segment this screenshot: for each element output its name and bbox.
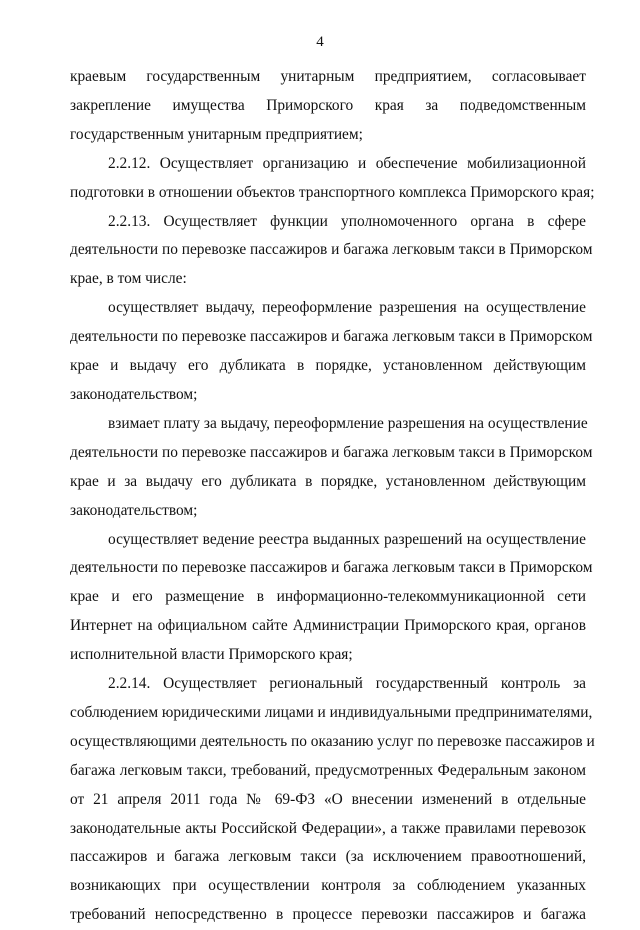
text-line: деятельности по перевозке пассажиров и багажа легковым такси в Приморском bbox=[70, 559, 593, 577]
paragraph-registry bbox=[70, 526, 593, 671]
text-line: 2.2.13. Осуществляет функции уполномоченного органа в сфере bbox=[108, 212, 586, 230]
paragraph-2-2-13 bbox=[70, 208, 593, 295]
text-line: осуществляет выдачу, переоформление разрешения на осуществление bbox=[108, 299, 586, 317]
text-line: багажа легковым такси, требований, предусмотренных Федеральным законом bbox=[70, 761, 586, 779]
paragraph bbox=[70, 63, 586, 150]
text-line: закрепление имущества Приморского края за подведомственным bbox=[70, 96, 586, 114]
paragraph-2-2-14 bbox=[70, 670, 595, 930]
text-line: от 21 апреля 2011 года № 69-ФЗ «О внесении изменений в отдельные bbox=[70, 790, 586, 808]
text-line: крае, в том числе: bbox=[70, 270, 187, 288]
document-body bbox=[70, 63, 595, 930]
text-line: соблюдением юридическими лицами и индивидуальными предпринимателями, bbox=[70, 703, 593, 721]
text-line: осуществляет ведение реестра выданных разрешений на осуществление bbox=[108, 530, 586, 548]
text-line: осуществляющими деятельность по оказанию услуг по перевозке пассажиров и bbox=[70, 732, 595, 750]
text-line: законодательные акты Российской Федерации», а также правилами перевозок bbox=[70, 819, 586, 837]
text-line: возникающих при осуществлении контроля за соблюдением указанных bbox=[70, 877, 586, 895]
text-line: деятельности по перевозке пассажиров и багажа легковым такси в Приморском bbox=[70, 443, 593, 461]
paragraph-2-2-12 bbox=[70, 150, 595, 208]
text-line: 2.2.12. Осуществляет организацию и обеспечение мобилизационной bbox=[108, 154, 586, 172]
text-line: пассажиров и багажа легковым такси (за исключением правоотношений, bbox=[70, 848, 586, 866]
text-line: деятельности по перевозке пассажиров и багажа легковым такси в Приморском bbox=[70, 328, 593, 346]
text-line: крае и его размещение в информационно-телекоммуникационной сети bbox=[70, 588, 586, 606]
text-line: подготовки в отношении объектов транспортного комплекса Приморского края; bbox=[70, 183, 595, 201]
text-line: краевым государственным унитарным предприятием, согласовывает bbox=[70, 68, 586, 85]
page-number: 4 bbox=[316, 34, 324, 50]
text-line: крае и выдачу его дубликата в порядке, установленном действующим bbox=[70, 357, 586, 375]
text-line: Интернет на официальном сайте Администрации Приморского края, органов bbox=[70, 617, 586, 635]
text-line: исполнительной власти Приморского края; bbox=[70, 646, 353, 664]
text-line: требований непосредственно в процессе перевозки пассажиров и багажа bbox=[70, 906, 586, 924]
paragraph-issue-permit bbox=[70, 294, 593, 410]
text-line: взимает плату за выдачу, переоформление разрешения на осуществление bbox=[108, 414, 588, 432]
text-line: крае и за выдачу его дубликата в порядке, установленном действующим bbox=[70, 472, 586, 490]
text-line: законодательством; bbox=[70, 385, 198, 403]
text-line: законодательством; bbox=[70, 501, 198, 519]
text-line: 2.2.14. Осуществляет региональный государственный контроль за bbox=[108, 675, 586, 693]
text-line: деятельности по перевозке пассажиров и багажа легковым такси в Приморском bbox=[70, 241, 593, 259]
paragraph-fee bbox=[70, 410, 593, 526]
text-line: государственным унитарным предприятием; bbox=[70, 125, 363, 143]
